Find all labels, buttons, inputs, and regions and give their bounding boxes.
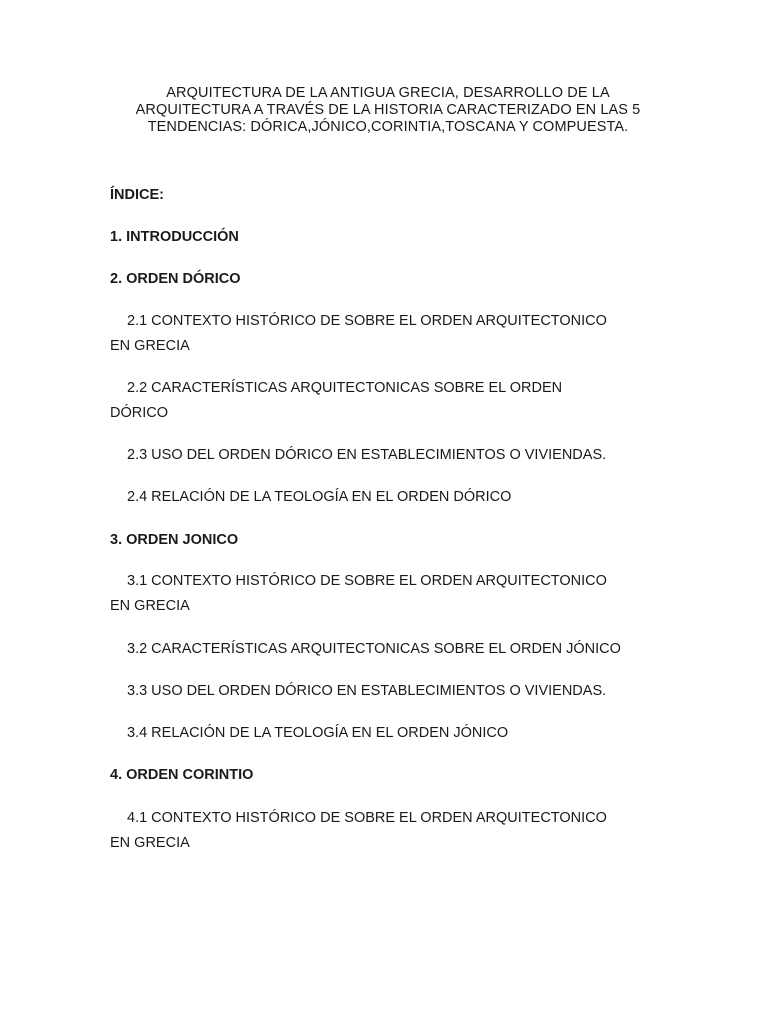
title-line-1: ARQUITECTURA DE LA ANTIGUA GRECIA, DESARROLLO DE LA bbox=[166, 85, 610, 101]
index-item-3-3 bbox=[110, 679, 670, 704]
index-item-2-1 bbox=[110, 309, 670, 359]
index-item-text: 3.3 USO DEL ORDEN DÓRICO EN ESTABLECIMIENTOS O VIVIENDAS. bbox=[127, 683, 607, 699]
index-item-3-2 bbox=[110, 637, 670, 662]
index-item-text: 2.2 CARACTERÍSTICAS ARQUITECTONICAS SOBRE EL ORDEN bbox=[127, 380, 563, 396]
index-item-text: 3.2 CARACTERÍSTICAS ARQUITECTONICAS SOBRE EL ORDEN JÓNICO bbox=[127, 641, 621, 657]
index-item-text: 3.1 CONTEXTO HISTÓRICO DE SOBRE EL ORDEN ARQUITECTONICO bbox=[127, 573, 607, 589]
section-heading-orden-corintio: 4. ORDEN CORINTIO bbox=[110, 767, 254, 783]
index-item-text: 2.1 CONTEXTO HISTÓRICO DE SOBRE EL ORDEN ARQUITECTONICO bbox=[127, 313, 607, 329]
index-item-continuation: EN GRECIA bbox=[110, 598, 190, 614]
index-item-2-2 bbox=[110, 376, 670, 426]
document-title bbox=[100, 85, 676, 136]
index-item-2-4 bbox=[110, 485, 670, 510]
title-line-2: ARQUITECTURA A TRAVÉS DE LA HISTORIA CARACTERIZADO EN LAS 5 bbox=[135, 102, 641, 118]
index-item-continuation: DÓRICO bbox=[110, 405, 168, 421]
index-item-text: 4.1 CONTEXTO HISTÓRICO DE SOBRE EL ORDEN ARQUITECTONICO bbox=[127, 810, 607, 826]
title-line-3: TENDENCIAS: DÓRICA,JÓNICO,CORINTIA,TOSCANA Y COMPUESTA. bbox=[147, 119, 629, 135]
section-heading-orden-dorico: 2. ORDEN DÓRICO bbox=[110, 271, 241, 287]
section-heading-orden-jonico: 3. ORDEN JONICO bbox=[110, 532, 239, 548]
index-item-3-4 bbox=[110, 721, 670, 746]
index-item-text: 2.3 USO DEL ORDEN DÓRICO EN ESTABLECIMIENTOS O VIVIENDAS. bbox=[127, 447, 607, 463]
index-item-3-1 bbox=[110, 569, 670, 619]
index-heading: ÍNDICE: bbox=[110, 187, 164, 203]
index-item-continuation: EN GRECIA bbox=[110, 338, 190, 354]
index-item-text: 3.4 RELACIÓN DE LA TEOLOGÍA EN EL ORDEN JÓNICO bbox=[127, 725, 509, 741]
index-item-2-3 bbox=[110, 443, 670, 468]
section-heading-introduccion: 1. INTRODUCCIÓN bbox=[110, 229, 239, 245]
index-item-text: 2.4 RELACIÓN DE LA TEOLOGÍA EN EL ORDEN DÓRICO bbox=[127, 489, 512, 505]
index-item-4-1 bbox=[110, 806, 670, 856]
index-item-continuation: EN GRECIA bbox=[110, 835, 190, 851]
